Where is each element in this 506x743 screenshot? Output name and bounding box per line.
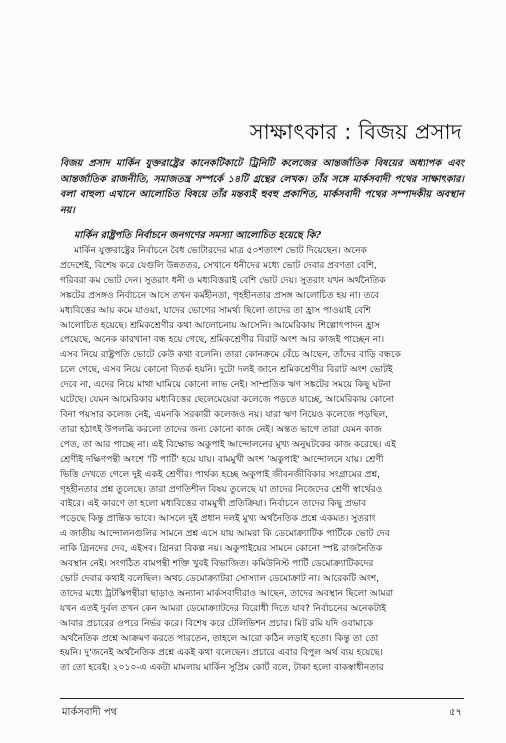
answer-line: অবস্থান নেই। সংগঠিত বামপন্থী শক্তি খুবই বিভাজিত। কমিউনিস্ট পার্টি ডেমোক্র্যাটিকদের xyxy=(60,559,374,570)
answer-line: সঙ্কটের প্রসঙ্গও নির্বাচনে আসে তখন কর্মহীনতা, গৃহহীনতার প্রসঙ্গ আলোচিত হয় না। তবে xyxy=(60,290,380,301)
answer-line: তাদের মধ্যে ট্রটস্কিপন্থীরা ছাড়াও অন্যান্য মার্কসবাদীরাও আছেন, তাদের অবস্থান ছিলো আমরা xyxy=(60,588,394,599)
answer-line: বিনা পয়সার কলেজ নেই, এমনকি সরকারী কলেজও নয়। যারা ঋণ নিয়েও কলেজে পড়ছিল, xyxy=(60,409,389,420)
answer-line: এসব নিয়ে রাষ্ট্রপতি ভোটে কেউ কথা বলেনি। তারা কোনক্রমে বেঁচে আছেন, তাঁদের বাড়ি বন্ধকে xyxy=(60,350,402,361)
answer-line: যখন এতই দুর্বল তখন কেন আমরা ডেমোক্র্যাটদের বিরোধী দিতে যাব? নির্বাচনের অনেকটাই xyxy=(60,603,387,614)
answer-line: মার্কিন যুক্তরাষ্ট্রের নির্বাচনে বৈধ ভোটারদের মাত্র ৫০শতাংশ ভোট দিয়েছেন। অনেক xyxy=(74,246,367,256)
answer-line: আবার প্রচারের ওপরে নির্ভর করে। বিশেষ করে টেলিভিশন প্রচার। মিট রমি যদি ওবামাকে xyxy=(60,618,374,629)
answer-line: মধ্যবিত্তের আয় কমে যাওয়া, যাদের ভোগের সামর্থ্য ছিলো তাদের তা হ্রাস পাওয়াই বেশি xyxy=(60,305,371,316)
answer-line: প্রদেশেই, বিশেষ করে যেগুলি উন্নততর, সেখানে ধনীদের মধ্যে ভোট দেবার প্রবণতা বেশি, xyxy=(60,260,377,271)
answer-paragraph xyxy=(60,244,464,676)
answer-line: দেবে না, এদের নিয়ে মাথা ঘামিয়ে কোনো লাভ নেই। সাম্প্রতিক ঋণ সঙ্কটের সময়ে কিছু ঘটনা xyxy=(60,380,392,391)
answer-line: পেত, তা আর পাচ্ছে না। এই বিক্ষোভ অকুপাই আন্দোলনের মুখ্য অনুঘটকের কাজ করেছে। এই xyxy=(60,439,396,450)
answer-line: ভিত্তি দেখতে গেলে দুই একই শ্রেণীর। পার্থক্য হচ্ছে অকুপাই জীবনজীবিকার সংগ্রামের প্রশ্ন, xyxy=(60,469,381,480)
answer-line: শ্রেণীই দক্ষিণপন্থী অংশে 'টি পার্টি' হয়ে যায়। বামমুখী অংশ 'অকুপাই' আন্দোলনে যায়। শ্রেণী xyxy=(60,454,384,465)
answer-line: গরিবরা কম ভোট দেন। সুতরাং ধনী ও মধ্যবিত্তরাই বেশি ভোট দেয়। সুতরাং যখন অর্থনৈতিক xyxy=(60,275,386,286)
interview-question: মার্কিন রাষ্ট্রপতি নির্বাচনে জনগণের সমস্যা আলোচিত হয়েছে কি? xyxy=(74,230,322,241)
answer-line: বাইরে। এই কারণে তা হলো মধ্যবিত্তের বামমুখী প্রতিক্রিয়া। নির্বাচনে তাদের কিছু প্রভাব xyxy=(60,499,367,510)
article-title: সাক্ষাৎকার : বিজয় প্রসাদ xyxy=(249,120,462,144)
intro-paragraph: বিজয় প্রসাদ মার্কিন যুক্তরাষ্ট্রের কানেকটিকাটে ট্রিনিটি কলেজের আন্তর্জাতিক বিষয়ের অধ্যাপক এবং আন্তর্জাতিক রাজনীতি, সমাজতন্ত্র সম্পর্কে ১৪টি গ্রন্থের লেখক। তাঁর সঙ্গে মার্কসবাদী পথের সাক্ষাৎকার। বলা বাহুল্য এখানে আলোচিত বিষয়ে তাঁর মন্তব্যই হুবহু প্রকাশিত, মার্কসবাদী পথের সম্পাদকীয় অবস্থান নয়। xyxy=(60,158,464,216)
answer-line: পড়েছে কিন্তু প্রান্তিক ভাবে। আসলে দুই প্রধান দলই মুখ্য অর্থনৈতিক প্রশ্নে একমত। সুতরাং xyxy=(60,514,376,525)
page-number: ৫৭ xyxy=(449,707,462,718)
journal-name: মার্কসবাদী পথ xyxy=(62,707,118,718)
answer-line: পেয়েছে, অনেক কারখানা বন্ধ হয়ে গেছে, শ্রমিকশ্রেণীর বিরাট অংশ আর কাজই পাচ্ছেন না। xyxy=(60,335,385,346)
answer-line: অর্থনৈতিক প্রশ্নে আক্রমণ করতে পারতেন, তাহলে আরো কঠিন লড়াই হতো। কিন্তু তা তো xyxy=(60,633,379,644)
answer-line: তা তো হবেই। ২০১০-এ একটা মামলায় মার্কিন সুপ্রিম কোর্ট বলে, টাকা হলো বাকস্বাধীনতার xyxy=(60,663,384,674)
answer-line: ঘটেছে। যেমন আমেরিকার মধ্যবিত্তের ছেলেমেয়েরা কলেজে পড়তে যাচ্ছে, আমেরিকায় কোনো xyxy=(60,395,394,406)
answer-line: চলে গেছে, এসব নিয়ে কোনো বিতর্ক হয়নি। দুটো দলই জানে শ্রমিকশ্রেণীর বিরাট অংশ ভোটই xyxy=(60,365,393,376)
footer-divider xyxy=(60,698,464,699)
answer-line: এ জাতীয় আন্দোলনগুলির সামনে প্রশ্ন এসে যায় আমরা কি ডেমোক্র্যাটিক পার্টিকে ভোট দেব xyxy=(60,529,390,540)
answer-line: গৃহহীনতার প্রশ্ন তুলেছে। তারা প্রগতিশীল বিষয় তুলেছে যা তাদের নিজেদের শ্রেণী স্বার্থেরও xyxy=(60,484,383,495)
answer-line: তারা হঠাৎই উপলব্ধি করলো তাদের জন্য কোনো কাজ নেই। অন্তত ভাগে তারা যেমন কাজ xyxy=(60,424,382,435)
answer-line: আলোচিত হয়েছে। শ্রমিকশ্রেণীর কথা আলোচনায় আসেনি। আমেরিকায় শিল্পোৎপাদন হ্রাস xyxy=(60,320,381,331)
answer-line: হয়নি। দু'জনেই অর্থনৈতিক প্রশ্নে একই কথা বলেছেন। প্রচারে এবার বিপুল অর্থ ব্যয় হয়েছে। xyxy=(60,648,383,659)
answer-line: নাকি গ্রিনদের দেব, এইসব। গ্রিনরা বিকল্প নয়। অকুপাইয়ের সামনে কোনো স্পষ্ট রাজনৈতিক xyxy=(60,544,383,555)
answer-line: ভোট দেবার কথাই বলেছিল। অথচ ডেমোক্র্যাটরা সোস্যাল ডেমোক্রাট না। আরেকটি অংশ, xyxy=(60,573,380,584)
